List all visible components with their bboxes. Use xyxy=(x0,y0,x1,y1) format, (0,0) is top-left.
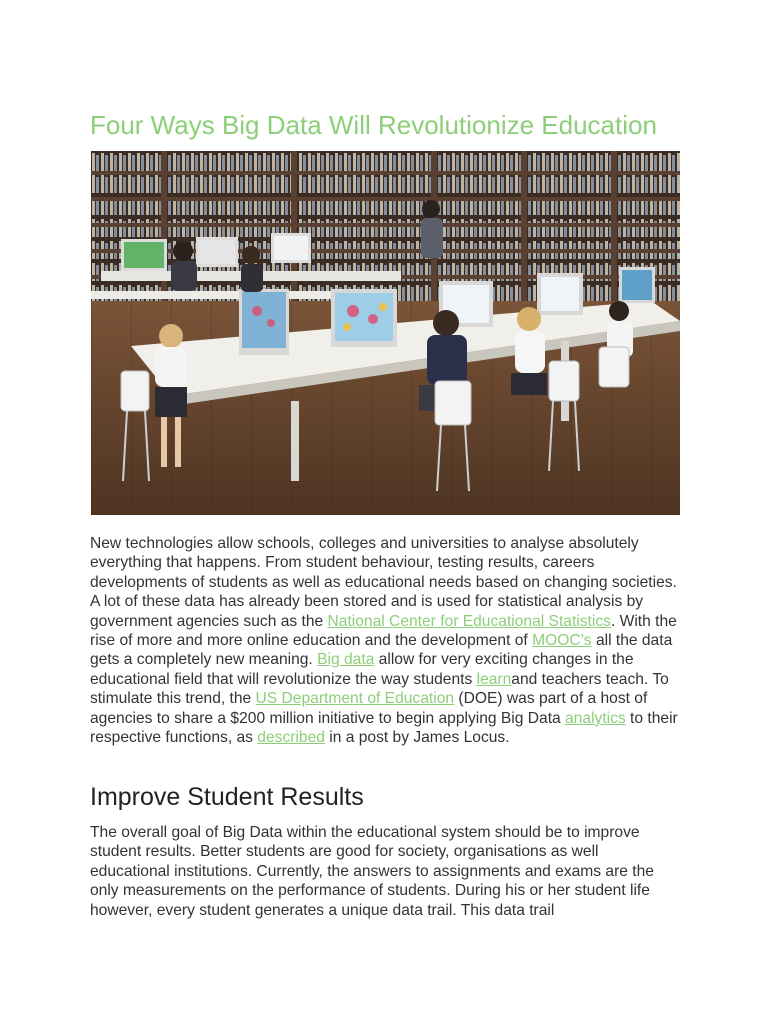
link-moocs[interactable]: MOOC’s xyxy=(532,632,592,650)
article-title: Four Ways Big Data Will Revolutionize Education xyxy=(90,110,657,140)
intro-text-2: . With the rise of more and more online education and the development of xyxy=(90,612,677,650)
intro-text-7: to their respective functions, as xyxy=(90,709,678,747)
link-nces[interactable]: National Center for Educational Statistics xyxy=(327,612,611,630)
link-learn[interactable]: learn xyxy=(476,670,512,688)
intro-text-4: allow for very exciting changes in the educational field that will revolutionize the way students xyxy=(90,651,634,688)
intro-text-1: New technologies allow schools, colleges and universities to analyse absolutely everything that happens. From student behaviour, testing results, careers developments of students as well as educational needs based on changing societies. A lot of these data has already been stored and is used for statistical analysis by government agencies such as the xyxy=(90,535,677,630)
intro-paragraph xyxy=(90,534,680,747)
photo-classroom-library-icon xyxy=(91,151,680,515)
link-us-doe[interactable]: US Department of Education xyxy=(255,690,455,708)
section-heading: Improve Student Results xyxy=(90,783,364,811)
hero-image xyxy=(91,151,680,515)
intro-text-6: (DOE) was part of a host of agencies to share a $200 million initiative to begin applying Big Data xyxy=(90,690,648,727)
link-analytics[interactable]: analytics xyxy=(565,709,626,727)
intro-text-3: all the data gets a completely new meaning. xyxy=(90,632,673,669)
section-paragraph: The overall goal of Big Data within the educational system should be to improve student results. Better students are good for society, organisations as well educational institutions. Currently, the answers to assignments and exams are the only measurements on the performance of students. During his or her student life however, every student generates a unique data trail. This data trail xyxy=(90,824,654,919)
intro-text-5: and teachers teach. To stimulate this trend, the xyxy=(90,670,669,708)
link-big-data[interactable]: Big data xyxy=(317,651,375,669)
link-described[interactable]: described xyxy=(257,729,325,747)
intro-text-8: in a post by James Locus. xyxy=(324,729,510,747)
